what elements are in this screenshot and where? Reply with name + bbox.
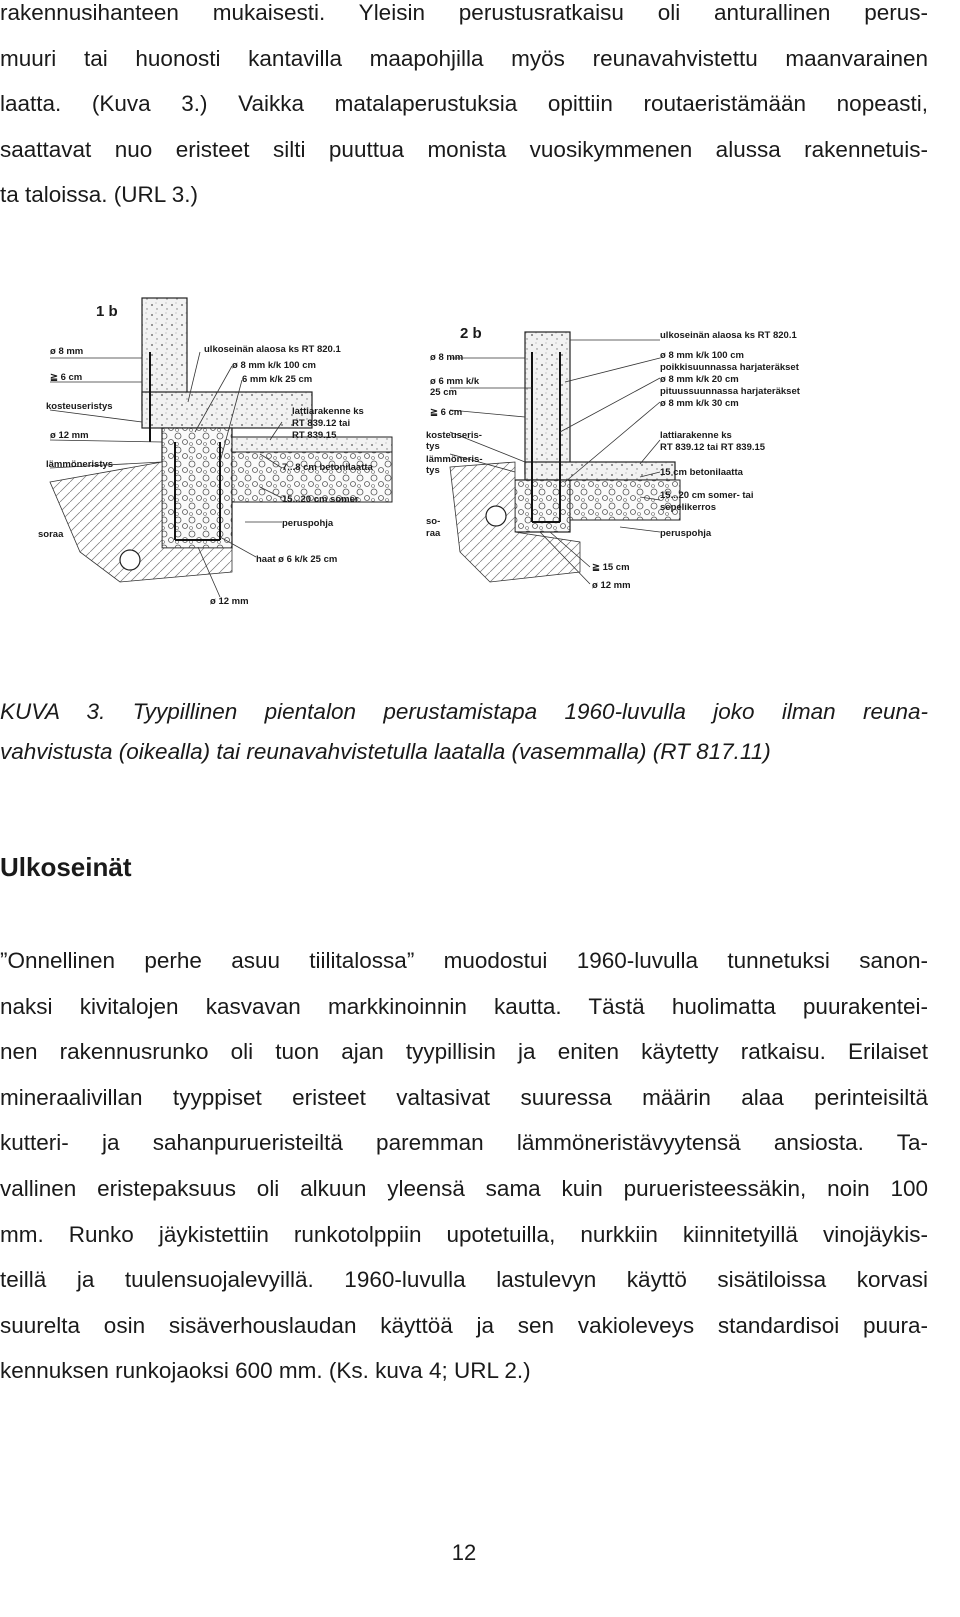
body-paragraph: [0, 938, 928, 1394]
diagram-label: lattiarakenne ks: [660, 430, 732, 441]
text-line: kennuksen runkojaoksi 600 mm. (Ks. kuva 4; URL 2.): [0, 1358, 531, 1384]
caption-line: KUVA 3. Tyypillinen pientalon perustamistapa 1960-luvulla joko ilman reuna-: [0, 699, 928, 724]
diagram-label: 7...8 cm betonilaatta: [282, 462, 373, 473]
text-line: kutteri- ja sahanpurueristeiltä paremman lämmöneristävyytensä ansiosta. Ta-: [0, 1130, 928, 1156]
text-line: teillä ja tuulensuojalevyillä. 1960-luvulla lastulevyn käyttö sisätiloissa korvasi: [0, 1267, 928, 1293]
text-line: mm. Runko jäykistettiin runkotolppiin upotetuilla, nurkkiin kiinnitetyillä vinojäykis-: [0, 1221, 928, 1247]
diagram-label: raa: [426, 528, 441, 539]
diagram-label: 15...20 cm somer: [282, 494, 359, 505]
left-drawing-title: 1 b: [96, 303, 118, 320]
section-heading: Ulkoseinät: [0, 852, 132, 882]
diagram-label: RT 839.12 tai RT 839.15: [660, 442, 766, 453]
diagram-label: ≧ 6 cm: [430, 407, 463, 418]
diagram-label: soraa: [38, 529, 64, 540]
diagram-label: ø 8 mm k/k 100 cm: [232, 360, 316, 371]
diagram-label: 6 mm k/k 25 cm: [242, 374, 313, 385]
text-line: suurelta osin sisäverhouslaudan käyttöä ja sen vakioleveys standardisoi puura-: [0, 1312, 928, 1338]
diagram-label: ø 12 mm: [210, 596, 249, 607]
text-line: vallinen eristepaksuus oli alkuun yleensä sama kuin purueristeessäkin, noin 100: [0, 1175, 928, 1201]
foundation-figure: [20, 292, 920, 622]
foundation-drawings: [20, 292, 920, 622]
text-line: mineraalivillan tyyppiset eristeet valtasivat suuressa määrin alaa perinteisiltä: [0, 1084, 928, 1110]
diagram-label: ø 12 mm: [592, 580, 631, 591]
diagram-label: tys: [426, 465, 440, 476]
right-foundation-drawing: [426, 325, 801, 591]
diagram-label: peruspohja: [282, 518, 334, 529]
text-line: ta taloissa. (URL 3.): [0, 182, 198, 208]
right-drawing-title: 2 b: [460, 325, 482, 342]
diagram-label: kosteuseris-: [426, 430, 482, 441]
diagram-label: ø 8 mm k/k 20 cm: [660, 374, 739, 385]
diagram-label: so-: [426, 516, 441, 527]
diagram-label: 15 cm betonilaatta: [660, 467, 743, 478]
text-line: ”Onnellinen perhe asuu tiilitalossa” muodostui 1960-luvulla tunnetuksi sanon-: [0, 948, 928, 973]
figure-caption: [0, 692, 928, 771]
caption-line: vahvistusta (oikealla) tai reunavahvistetulla laatalla (vasemmalla) (RT 817.11): [0, 738, 771, 764]
diagram-label: kosteuseristys: [46, 401, 113, 412]
diagram-label: peruspohja: [660, 528, 712, 539]
diagram-label: lattiarakenne ks: [292, 406, 364, 417]
text-line: muuri tai huonosti kantavilla maapohjilla myös reunavahvistettu maanvarainen: [0, 45, 928, 71]
text-line: nen rakennusrunko oli tuon ajan tyypillisin ja eniten käytetty ratkaisu. Erilaiset: [0, 1039, 928, 1065]
intro-paragraph: [0, 0, 928, 218]
text-line: saattavat nuo eristeet silti puuttua monista vuosikymmenen alussa rakennetuis-: [0, 136, 928, 162]
diagram-label: ø 12 mm: [50, 430, 89, 441]
diagram-label: ulkoseinän alaosa ks RT 820.1: [204, 344, 341, 355]
diagram-label: sepelikerros: [660, 502, 716, 513]
text-line: laatta. (Kuva 3.) Vaikka matalaperustuksia opittiin routaeristämään nopeasti,: [0, 91, 928, 117]
diagram-label: haat ø 6 k/k 25 cm: [256, 554, 338, 565]
diagram-label: pituussuunnassa harjateräkset: [660, 386, 800, 397]
diagram-label: RT 839.15: [292, 430, 337, 441]
diagram-label: lämmöneristys: [46, 459, 114, 470]
diagram-label: tys: [426, 441, 440, 452]
left-foundation-drawing: [38, 298, 392, 607]
diagram-label: lämmöneris-: [426, 454, 483, 465]
diagram-label: ≧ 15 cm: [592, 562, 630, 573]
diagram-label: 15...20 cm somer- tai: [660, 490, 754, 501]
diagram-label: ø 8 mm k/k 30 cm: [660, 398, 739, 409]
diagram-label: ø 8 mm: [430, 352, 464, 363]
text-line: naksi kivitalojen kasvavan markkinoinnin kautta. Tästä huolimatta puurakentei-: [0, 993, 928, 1019]
diagram-label: ø 8 mm: [50, 346, 84, 357]
diagram-label: ø 6 mm k/k: [430, 376, 480, 387]
diagram-label: 25 cm: [430, 387, 457, 398]
diagram-label: poikkisuunnassa harjateräkset: [660, 362, 799, 373]
text-line: rakennusihanteen mukaisesti. Yleisin perustusratkaisu oli anturallinen perus-: [0, 0, 928, 25]
diagram-label: ø 8 mm k/k 100 cm: [660, 350, 744, 361]
diagram-label: ulkoseinän alaosa ks RT 820.1: [660, 330, 797, 341]
page-number: 12: [451, 1540, 477, 1565]
diagram-label: RT 839.12 tai: [292, 418, 351, 429]
diagram-label: ≧ 6 cm: [50, 372, 83, 383]
